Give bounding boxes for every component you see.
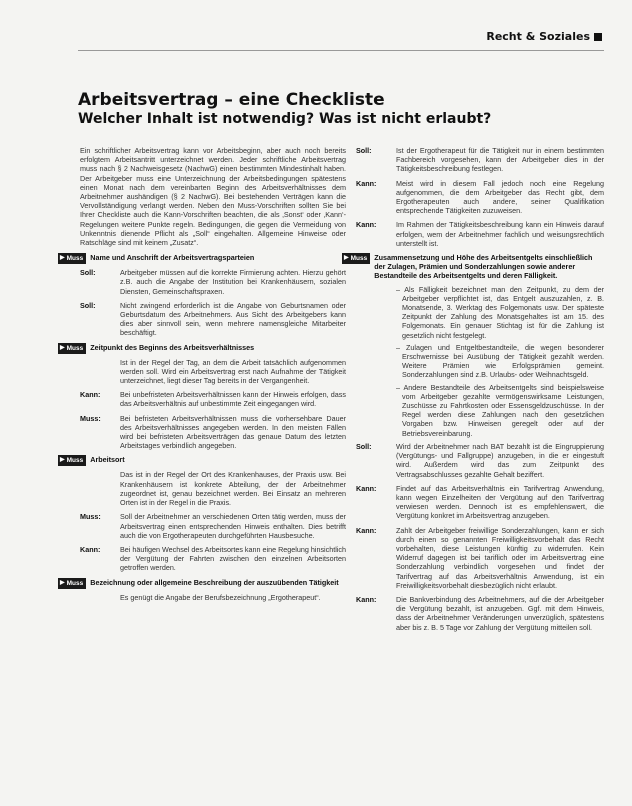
section-tag	[486, 30, 602, 43]
entry-text: Soll der Arbeitnehmer an verschiedenen Orten tätig werden, muss der Arbeitsvertrag einen entsprechenden Hinweis enthalten. Dies betrifft auch die von Ergotherapeuten durchgeführten Hausbesuche.	[120, 512, 346, 540]
entry-label: Kann:	[356, 220, 377, 230]
entry-text: Es genügt die Angabe der Berufsbezeichnung „Ergotherapeut“.	[120, 592, 321, 602]
section-tag-label: Recht & Soziales	[486, 30, 590, 43]
muss-badge: ▶ Muss	[58, 253, 86, 264]
header-rule	[78, 50, 604, 51]
entry-text: Wird der Arbeitnehmer nach BAT bezahlt ist die Eingruppierung (Vergütungs- und Fallgruppe) anzugeben, in die er eingestuft wird. Außerdem wird das zum Zeitpunkt des Vertragsabschlusses gezahlte Gehalt beziffert.	[396, 441, 604, 479]
entry-label: Kann:	[80, 544, 101, 554]
entry-text: Findet auf das Arbeitsverhältnis ein Tarifvertrag Anwendung, kann wegen Einzelheiten der Vergütung auf den Tarifvertrag verwiesen werden. Dennoch ist es empfehlenswert, die Vergütung konkret im Arbeitsvertrag anzugeben.	[396, 483, 604, 521]
bullet-list	[396, 285, 604, 438]
entry-text: Ist in der Regel der Tag, an dem die Arbeit tatsächlich aufgenommen werden soll. Wird ein Arbeitsvertrag erst nach Aufnahme der Tätigkeit unterzeichnet, liegt dieser Tag bereits in der Vergangenheit.	[120, 357, 346, 386]
entry-label: Muss:	[80, 512, 101, 522]
section-heading	[342, 253, 604, 281]
right-column	[344, 146, 604, 637]
article-subtitle: Welcher Inhalt ist notwendig? Was ist nicht erlaubt?	[78, 111, 492, 127]
arrow-icon: ▶	[60, 344, 65, 351]
entry	[80, 390, 346, 408]
entry-text: Nicht zwingend erforderlich ist die Angabe von Geburtsnamen oder Geburtsdatum des Arbeitnehmers. Aus Sicht des Arbeitgebers kann dies aber sinnvoll sein, wenn mehrere namensgleiche Mitarbeiter beschäftigt.	[120, 300, 346, 338]
entry	[80, 512, 346, 540]
section-heading-text: Arbeitsort	[90, 455, 125, 465]
intro-paragraph: Ein schriftlicher Arbeitsvertrag kann vor Arbeitsbeginn, aber auch noch bereits erfolgtem Arbeitsantritt unterzeichnet werden. Jeder schriftliche Arbeitsvertrag muss nach § 2 Nachweisgesetz (NachwG) einen bestimmten Mindestinhalt haben. Der Arbeitgeber muss eine Unterzeichnung der Arbeitsbedingungen spätestens einen Monat nach dem vereinbarten Beginn des Arbeitsverhältnisses dem Arbeitnehmer aushändigen (§ 2 NachwG). Bei bestehenden Verträgen kann die Vervollständigung verlangt werden. Neben den Muss-Vorschriften sollten Sie bei Ihrer Checkliste auch die Kann-Vorschriften beachten, die als ‚Sonst‘ oder ‚Kann‘-Regelungen weitere Punkte regeln. Bedingungen, die gegen die Vermeidung von Unkenntnis dienende Pflicht als „Soll“ eingehalten. Allgemeine Hinweise oder Ratschläge sind mit keinem „Zusatz“.	[80, 146, 346, 248]
entry	[356, 442, 604, 479]
list-item: – Zulagen und Entgeltbestandteile, die wegen besonderer Erschwernisse bei Ausübung der Tätigkeit gezahlt werden. Weitere Prämien wie Erfolgsprämien gemeint. Sonderzahlungen sind z.B. Urlaubs- oder Weihnachtsgeld.	[396, 342, 604, 380]
list-item: – Andere Bestandteile des Arbeitsentgelts sind beispielsweise vom Arbeitgeber gezahlte vermögenswirksame Leistungen, Zuschüsse zu Fahrtkosten oder Essensgeldzuschüsse. In der Regel werden diese Zahlungen nach den gesetzlichen Vorgaben bzw. Hinweisen geregelt oder auf der Betriebsvereinbarung.	[396, 382, 604, 438]
article-title: Arbeitsvertrag – eine Checkliste	[78, 90, 385, 110]
muss-badge: ▶ Muss	[342, 253, 370, 264]
left-column	[60, 146, 347, 607]
muss-badge: ▶ Muss	[58, 343, 86, 354]
entry	[80, 358, 346, 386]
entry	[356, 595, 604, 632]
entry	[356, 526, 604, 590]
entry-label: Muss:	[80, 413, 101, 423]
section-heading	[58, 253, 346, 264]
entry-text: Ist der Ergotherapeut für die Tätigkeit nur in einem bestimmten Fachbereich vorgesehen, kann der Arbeitgeber dies in der Tätigkeitsbeschreibung festlegen.	[396, 146, 604, 174]
entry-text: Das ist in der Regel der Ort des Krankenhauses, der Praxis usw. Bei Krankenhäusern ist konkrete Abteilung, der der Arbeitnehmer zugeordnet ist, genau bezeichnet werden. Bei Einsatz an mehreren Orten ist in der Regel in die Praxis.	[120, 470, 346, 508]
entry	[80, 593, 346, 602]
section-heading-text: Zeitpunkt des Beginns des Arbeitsverhältnisses	[90, 342, 255, 352]
arrow-icon: ▶	[344, 255, 349, 262]
section-heading	[58, 578, 346, 589]
muss-badge: ▶ Muss	[58, 578, 86, 589]
entry-label: Soll:	[356, 146, 372, 155]
section-heading	[58, 343, 346, 354]
entry-label: Kann:	[356, 594, 377, 604]
section-heading	[58, 455, 346, 466]
entry-label: Kann:	[356, 525, 377, 535]
entry	[356, 220, 604, 248]
entry-label: Soll:	[80, 268, 96, 278]
entry-label	[80, 358, 120, 386]
entry-label: Soll:	[356, 441, 372, 451]
section-heading-text: Bezeichnung oder allgemeine Beschreibung der auszuübenden Tätigkeit	[90, 577, 339, 587]
entry	[80, 268, 346, 296]
entry-text: Meist wird in diesem Fall jedoch noch eine Regelung aufgenommen, die dem Arbeitgeber das Recht gibt, dem Ergotherapeuten auch andere, seiner Qualifikation entsprechende Tätigkeiten zuzuweisen.	[396, 178, 604, 216]
entry	[356, 179, 604, 216]
entry	[80, 301, 346, 338]
entry-label: Kann:	[356, 178, 377, 188]
arrow-icon: ▶	[60, 457, 65, 464]
arrow-icon: ▶	[60, 255, 65, 262]
entry-label	[80, 593, 120, 602]
arrow-icon: ▶	[60, 579, 65, 586]
entry-text: Bei häufigen Wechsel des Arbeitsortes kann eine Regelung hinsichtlich der Vergütung der Fahrten zwischen den einzelnen Arbeitsorten getroffen werden.	[120, 544, 347, 573]
muss-badge: ▶ Muss	[58, 455, 86, 466]
entry-label: Kann:	[80, 390, 101, 400]
square-icon	[594, 33, 602, 41]
entry-text: Zahlt der Arbeitgeber freiwillige Sonderzahlungen, kann er sich durch einen so genannten Freiwilligkeitsvorbehalt das Recht vorbehalten, diese Leistungen künftig zu widerrufen. Kein Widerruf dagegen ist bei tariflich oder im Arbeitsvertrag eine Sonderzahlung verbindlich vorgesehen und findet der Tarifvertrag auf das Arbeitsverhältnis Anwendung, ist ein Freiwilligkeitsvorbehalt diesbezüglich nicht erlaubt.	[396, 525, 604, 590]
entry-text: Arbeitgeber müssen auf die korrekte Firmierung achten. Hierzu gehört z.B. auch die Angabe der Institution bei Krankenhäusern, sozialen Diensten, Gemeinschaftspraxen.	[120, 268, 346, 296]
entry-text: Bei unbefristeten Arbeitsverhältnissen kann der Hinweis erfolgen, dass das Arbeitsverhältnis auf unbestimmte Zeit eingegangen wird.	[120, 390, 346, 409]
section-heading-text: Zusammensetzung und Höhe des Arbeitsentgelts einschließlich der Zulagen, Prämien und Sonderzahlungen sowie anderer Bestandteile des Arbeitsentgelts und deren Fälligkeit.	[374, 253, 593, 281]
entry	[80, 414, 346, 451]
entry-label: Kann:	[356, 483, 377, 493]
entry	[356, 146, 604, 174]
entry	[80, 470, 346, 507]
list-item: – Als Fälligkeit bezeichnet man den Zeitpunkt, zu dem der Arbeitgeber verpflichtet ist, das Entgelt auszuzahlen, z. B. Monatsende, 3. Werktag des Folgemonats usw. Der späteste Zeitpunkt der Zahlung des Monatsgehaltes ist am 15. des Folgemonats. Ein genauer Stichtag ist für die Zahlung ist gesetzlich nicht festgelegt.	[396, 284, 604, 340]
entry-text: Im Rahmen der Tätigkeitsbeschreibung kann ein Hinweis darauf erfolgen, wem der Arbeitnehmer fachlich und weisungsrechtlich unterstellt ist.	[396, 220, 604, 248]
entry-text: Bei befristeten Arbeitsverhältnissen muss die vorhersehbare Dauer des Arbeitsverhältnisses angegeben werden. In den meisten Fällen wird bei befristeten Arbeitsverträgen das genaue Datum des letzten Arbeitstages verbindlich angegeben.	[120, 413, 346, 451]
entry	[80, 545, 346, 573]
entry-label	[80, 470, 120, 507]
section-heading-text: Name und Anschrift der Arbeitsvertragsparteien	[90, 253, 255, 263]
entry	[356, 484, 604, 521]
entry-label: Soll:	[80, 300, 96, 310]
entry-text: Die Bankverbindung des Arbeitnehmers, auf die der Arbeitgeber die Vergütung bezahlt, ist anzugeben. Ggf. mit dem Hinweis, dass der Arbeitnehmer Veränderungen unverzüglich, spätestens aber bis z. B. 5 Tage vor Zahlung der Vergütung mitteilen soll.	[396, 594, 604, 632]
